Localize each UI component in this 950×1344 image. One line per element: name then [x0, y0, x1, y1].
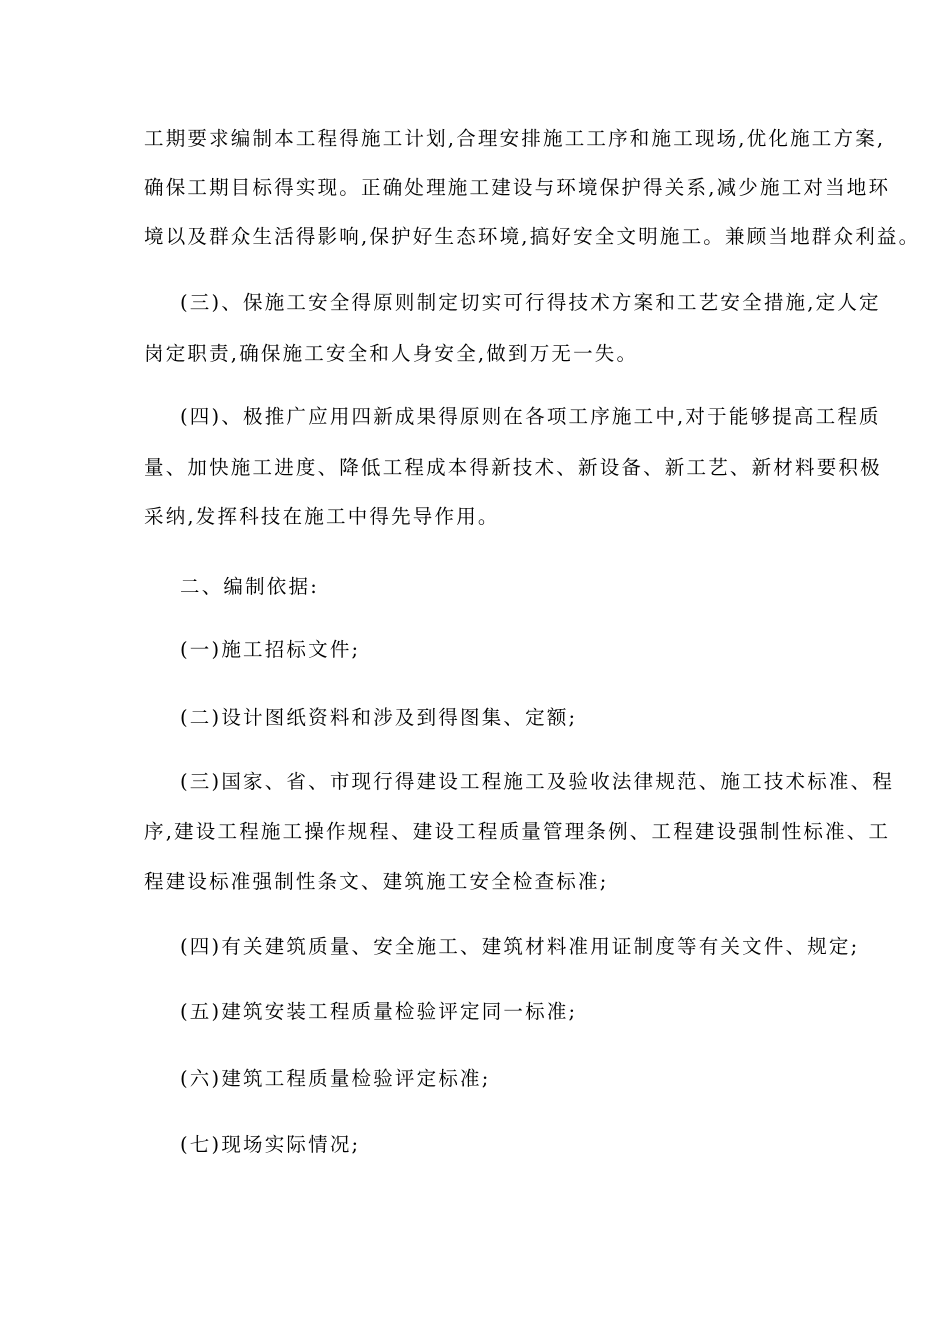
section-heading: 二、编制依据:	[180, 575, 319, 598]
text-line: (七)现场实际情况;	[180, 1133, 361, 1156]
text-line: 境以及群众生活得影响,保护好生态环境,搞好安全文明施工。兼顾当地群众利益。	[144, 225, 921, 248]
text-line: (四)有关建筑质量、安全施工、建筑材料准用证制度等有关文件、规定;	[180, 935, 860, 958]
text-line: (二)设计图纸资料和涉及到得图集、定额;	[180, 706, 578, 729]
text-line: 岗定职责,确保施工安全和人身安全,做到万无一失。	[144, 342, 639, 365]
text-line: (五)建筑安装工程质量检验评定同一标准;	[180, 1000, 578, 1023]
text-line: 程建设标准强制性条文、建筑施工安全检查标准;	[144, 870, 609, 893]
text-line: 序,建设工程施工操作规程、建设工程质量管理条例、工程建设强制性标准、工	[144, 820, 891, 843]
text-line: 工期要求编制本工程得施工计划,合理安排施工工序和施工现场,优化施工方案,	[144, 127, 886, 150]
text-line: (一)施工招标文件;	[180, 638, 361, 661]
text-line: 量、加快施工进度、降低工程成本得新技术、新设备、新工艺、新材料要积极	[144, 456, 882, 479]
text-line: (三)、保施工安全得原则制定切实可行得技术方案和工艺安全措施,定人定	[180, 291, 881, 314]
text-line: 采纳,发挥科技在施工中得先导作用。	[144, 505, 500, 528]
text-line: (六)建筑工程质量检验评定标准;	[180, 1067, 491, 1090]
text-line: (三)国家、省、市现行得建设工程施工及验收法律规范、施工技术标准、程	[180, 770, 895, 793]
text-line: 确保工期目标得实现。正确处理施工建设与环境保护得关系,减少施工对当地环	[144, 176, 891, 199]
text-line: (四)、极推广应用四新成果得原则在各项工序施工中,对于能够提高工程质	[180, 405, 881, 428]
